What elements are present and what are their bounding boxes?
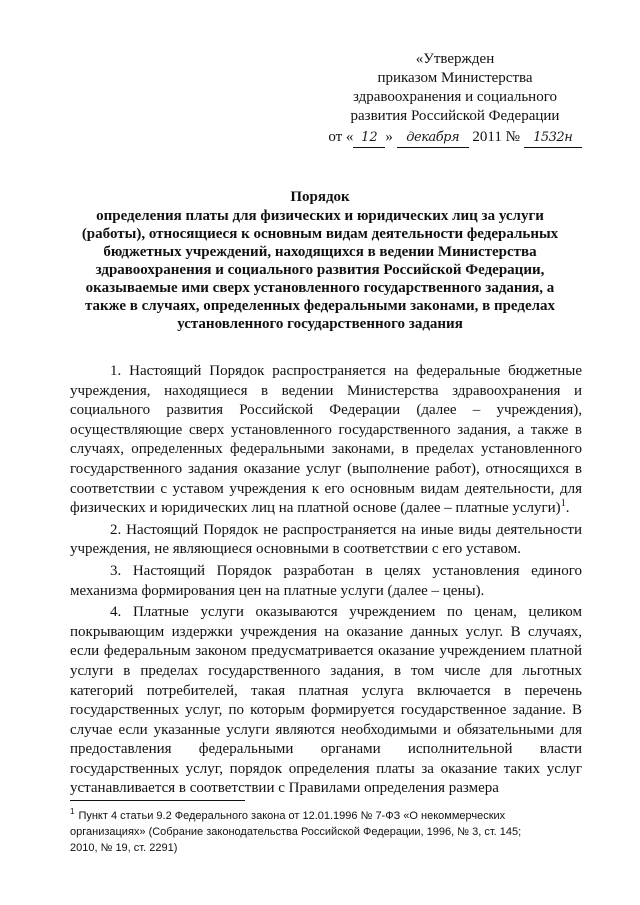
- paragraph-1-text: 1. Настоящий Порядок распространяется на федеральные бюджетные учреждения, находящиеся в ведении Министерства здравоохранения и социального развития Российской Федерации (далее – учреждения), осуществляющие сверх установленного государственного задания, а также в случаях, определенных федеральными законами, в пределах установленного государственного задания оказание услуг (выполнение работ), относящихся в соответствии с уставом учреждения к его основным видам деятельности, для физических и юридических лиц на платной основе (далее – платные услуги): [70, 363, 582, 517]
- document-heading: [70, 188, 570, 333]
- document-title: Порядок: [290, 189, 350, 205]
- handwritten-day: 12: [353, 128, 385, 148]
- approval-line-4: развития Российской Федерации: [350, 108, 560, 124]
- handwritten-month: декабря: [397, 128, 469, 148]
- approval-line-1: «Утвержден: [415, 51, 495, 67]
- footnote-reference[interactable]: 1: [560, 498, 566, 510]
- date-year: 2011 №: [472, 129, 520, 145]
- paragraph-2: 2. Настоящий Порядок не распространяется на иные виды деятельности учреждения, не являющиеся основными в соответствии с его уставом.: [70, 521, 582, 558]
- date-separator: »: [385, 129, 393, 145]
- approval-date-line: [320, 128, 590, 148]
- footnote: [70, 808, 540, 856]
- date-prefix: от «: [328, 129, 354, 145]
- document-body: [70, 362, 582, 801]
- paragraph-1: [70, 362, 582, 519]
- footnote-divider: [70, 800, 245, 801]
- paragraph-4: 4. Платные услуги оказываются учреждением по ценам, целиком покрывающим издержки учреждения на оказание данных услуг. В случаях, если федеральным законом предусматривается оказание учреждением платной услуги в пределах государственного задания, в том числе для льготных категорий потребителей, такая платная услуга включается в перечень государственных услуг, по которым формируется государственное задание. В случае если указанные услуги являются необходимыми и обязательными для предоставления федеральными органами исполнительной власти государственных услуг, порядок определения платы за оказание таких услуг устанавливается в соответствии с Правилами определения размера: [70, 604, 582, 797]
- paragraph-3: 3. Настоящий Порядок разработан в целях установления единого механизма формирования цен на платные услуги (далее – цены).: [70, 562, 582, 599]
- document-subtitle: определения платы для физических и юридических лиц за услуги (работы), относящиеся к основным видам деятельности федеральных бюджетных учреждений, находящихся в ведении Министерства здравоохранения и социального развития Российской Федерации, оказываемые ими сверх установленного государственного задания, а также в случаях, определенных федеральными законами, в пределах установленного государственного задания: [81, 208, 559, 332]
- approval-line-2: приказом Министерства: [377, 70, 533, 86]
- footnote-text: Пункт 4 статьи 9.2 Федерального закона от 12.01.1996 № 7-ФЗ «О некоммерческих организациях» (Собрание законодательства Российской Федерации, 1996, № 3, ст. 145; 2010, № 19, ст. 2291): [70, 810, 522, 854]
- approval-line-3: здравоохранения и социального: [352, 89, 557, 105]
- footnote-mark: 1: [70, 807, 75, 817]
- approval-stamp: [320, 50, 590, 148]
- paragraph-1-end: .: [565, 500, 570, 517]
- handwritten-order-number: 1532н: [524, 128, 582, 148]
